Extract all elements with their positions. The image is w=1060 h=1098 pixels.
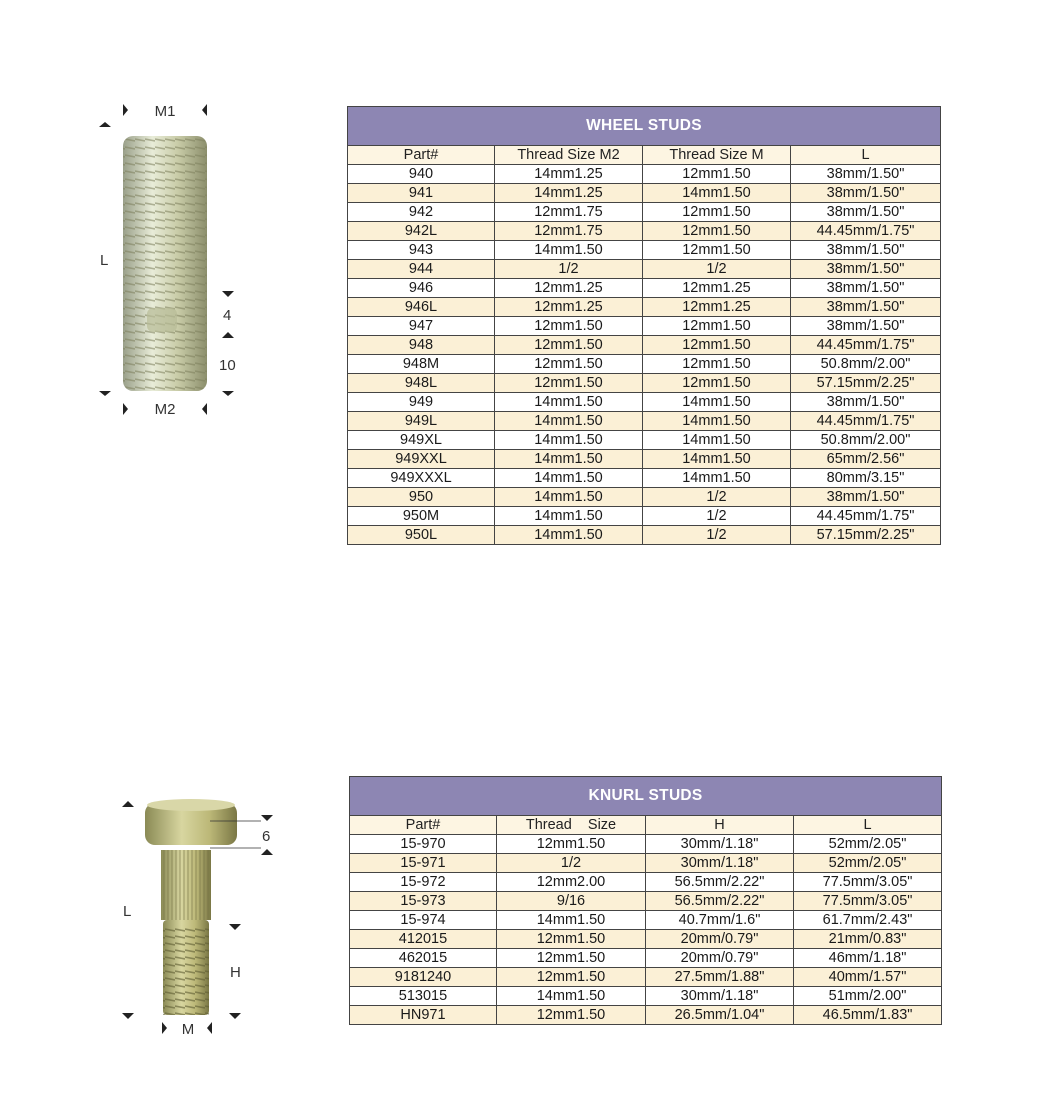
table-title: WHEEL STUDS — [348, 107, 941, 146]
table-row — [348, 184, 941, 203]
table-cell: 950 — [348, 488, 495, 507]
table-cell: 14mm1.50 — [495, 431, 643, 450]
table-cell: 9181240 — [350, 968, 497, 987]
table-cell: 12mm1.50 — [497, 949, 646, 968]
table-cell: 14mm1.50 — [497, 911, 646, 930]
table-cell: 65mm/2.56" — [791, 450, 941, 469]
table-cell: 27.5mm/1.88" — [646, 968, 794, 987]
table-cell: 80mm/3.15" — [791, 469, 941, 488]
table-row — [348, 412, 941, 431]
table-cell: 12mm1.25 — [495, 279, 643, 298]
table-row — [350, 987, 942, 1006]
table-cell: 14mm1.50 — [643, 393, 791, 412]
label-m2: M2 — [154, 401, 176, 418]
table-cell: 942 — [348, 203, 495, 222]
table-cell: 52mm/2.05" — [794, 854, 942, 873]
table-cell: 12mm1.25 — [495, 298, 643, 317]
table-cell: 1/2 — [643, 526, 791, 545]
wheel-stud-figure — [95, 98, 245, 428]
table-cell: 50.8mm/2.00" — [791, 355, 941, 374]
table-cell: 52mm/2.05" — [794, 835, 942, 854]
table-cell: 38mm/1.50" — [791, 393, 941, 412]
table-row — [348, 526, 941, 545]
table-cell: 1/2 — [643, 260, 791, 279]
column-header: Part# — [348, 146, 495, 165]
stud-body — [145, 799, 237, 1015]
table-cell: 15-971 — [350, 854, 497, 873]
table-row — [348, 241, 941, 260]
table-cell: 12mm1.50 — [497, 1006, 646, 1025]
wheel-studs-table — [347, 106, 941, 545]
label-diameter: M — [181, 1021, 195, 1038]
table-cell: 38mm/1.50" — [791, 298, 941, 317]
table-cell: 12mm1.50 — [497, 930, 646, 949]
table-cell: 14mm1.50 — [643, 431, 791, 450]
table-cell: 949 — [348, 393, 495, 412]
table-cell: 46mm/1.18" — [794, 949, 942, 968]
table-row — [350, 873, 942, 892]
column-header: L — [794, 816, 942, 835]
table-cell: 948 — [348, 336, 495, 355]
table-cell: 14mm1.50 — [643, 184, 791, 203]
table-cell: 44.45mm/1.75" — [791, 507, 941, 526]
table-cell: 30mm/1.18" — [646, 854, 794, 873]
table-cell: 15-970 — [350, 835, 497, 854]
table-row — [348, 222, 941, 241]
table-cell: 38mm/1.50" — [791, 317, 941, 336]
table-cell: 12mm1.50 — [643, 241, 791, 260]
table-title: KNURL STUDS — [350, 777, 942, 816]
header-row — [348, 146, 941, 165]
table-row — [348, 165, 941, 184]
table-cell: 14mm1.50 — [495, 488, 643, 507]
table-cell: 12mm1.50 — [495, 355, 643, 374]
table-cell: 412015 — [350, 930, 497, 949]
table-cell: 14mm1.50 — [495, 412, 643, 431]
table-cell: 12mm1.25 — [643, 298, 791, 317]
table-cell: 40.7mm/1.6" — [646, 911, 794, 930]
knurl-stud-figure — [115, 795, 285, 1040]
table-cell: 12mm1.50 — [643, 336, 791, 355]
table-cell: 12mm1.50 — [495, 336, 643, 355]
table-cell: 14mm1.25 — [495, 184, 643, 203]
table-row — [348, 393, 941, 412]
table-cell: 14mm1.50 — [643, 450, 791, 469]
stud-body — [123, 136, 207, 391]
table-cell: 40mm/1.57" — [794, 968, 942, 987]
table-cell: 12mm1.50 — [643, 222, 791, 241]
table-cell: 14mm1.50 — [495, 469, 643, 488]
table-cell: 12mm1.50 — [495, 374, 643, 393]
table-cell: 946L — [348, 298, 495, 317]
table-cell: 12mm1.50 — [497, 968, 646, 987]
column-header: Part# — [350, 816, 497, 835]
table-cell: 12mm1.50 — [497, 835, 646, 854]
table-cell: 12mm1.50 — [495, 317, 643, 336]
table-cell: 948L — [348, 374, 495, 393]
table-cell: 21mm/0.83" — [794, 930, 942, 949]
label-dim-4: 4 — [223, 307, 232, 324]
table-cell: 943 — [348, 241, 495, 260]
table-cell: 14mm1.25 — [495, 165, 643, 184]
table-cell: 9/16 — [497, 892, 646, 911]
table-cell: 15-972 — [350, 873, 497, 892]
table-cell: 14mm1.50 — [495, 241, 643, 260]
table-cell: 12mm1.25 — [643, 279, 791, 298]
table-row — [348, 260, 941, 279]
table-cell: 949XL — [348, 431, 495, 450]
table-row — [348, 374, 941, 393]
table-cell: 12mm1.50 — [643, 317, 791, 336]
table-cell: 1/2 — [497, 854, 646, 873]
table-cell: 12mm1.50 — [643, 203, 791, 222]
table-cell: 1/2 — [643, 507, 791, 526]
table-row — [348, 317, 941, 336]
table-cell: 15-974 — [350, 911, 497, 930]
table-row — [350, 949, 942, 968]
table-cell: 1/2 — [495, 260, 643, 279]
table-cell: 949XXL — [348, 450, 495, 469]
table-cell: 12mm1.75 — [495, 203, 643, 222]
table-cell: 942L — [348, 222, 495, 241]
table-row — [350, 854, 942, 873]
table-cell: 26.5mm/1.04" — [646, 1006, 794, 1025]
table-row — [348, 355, 941, 374]
label-dim-10: 10 — [219, 357, 236, 374]
table-row — [350, 930, 942, 949]
table-row — [348, 488, 941, 507]
table-cell: 15-973 — [350, 892, 497, 911]
column-header: Thread Size — [497, 816, 646, 835]
table-cell: 51mm/2.00" — [794, 987, 942, 1006]
table-cell: 14mm1.50 — [495, 450, 643, 469]
table-row — [350, 892, 942, 911]
table-cell: 14mm1.50 — [495, 393, 643, 412]
table-cell: 944 — [348, 260, 495, 279]
table-cell: 20mm/0.79" — [646, 930, 794, 949]
table-row — [348, 431, 941, 450]
table-row — [348, 203, 941, 222]
label-thread: H — [230, 964, 241, 981]
knurl-studs-table — [349, 776, 942, 1025]
table-cell: 12mm1.75 — [495, 222, 643, 241]
table-cell: 44.45mm/1.75" — [791, 336, 941, 355]
table-cell: 44.45mm/1.75" — [791, 222, 941, 241]
table-cell: 14mm1.50 — [495, 507, 643, 526]
table-cell: 50.8mm/2.00" — [791, 431, 941, 450]
table-cell: 77.5mm/3.05" — [794, 873, 942, 892]
table-row — [350, 835, 942, 854]
table-row — [350, 911, 942, 930]
table-cell: 14mm1.50 — [643, 469, 791, 488]
table-cell: 12mm1.50 — [643, 355, 791, 374]
column-header: H — [646, 816, 794, 835]
table-cell: 56.5mm/2.22" — [646, 892, 794, 911]
table-cell: 30mm/1.18" — [646, 987, 794, 1006]
table-row — [348, 336, 941, 355]
table-cell: 38mm/1.50" — [791, 279, 941, 298]
table-row — [348, 450, 941, 469]
table-cell: 948M — [348, 355, 495, 374]
table-cell: 12mm2.00 — [497, 873, 646, 892]
label-length: L — [100, 252, 109, 269]
table-row — [348, 279, 941, 298]
table-cell: 38mm/1.50" — [791, 488, 941, 507]
table-cell: 77.5mm/3.05" — [794, 892, 942, 911]
table-cell: 513015 — [350, 987, 497, 1006]
table-cell: 38mm/1.50" — [791, 203, 941, 222]
label-head: 6 — [262, 828, 271, 845]
table-row — [348, 298, 941, 317]
column-header: Thread Size M2 — [495, 146, 643, 165]
table-cell: 38mm/1.50" — [791, 184, 941, 203]
table-cell: 14mm1.50 — [497, 987, 646, 1006]
table-cell: 14mm1.50 — [643, 412, 791, 431]
table-cell: 949XXXL — [348, 469, 495, 488]
table-cell: 946 — [348, 279, 495, 298]
table-cell: 462015 — [350, 949, 497, 968]
table-cell: 38mm/1.50" — [791, 260, 941, 279]
table-cell: 947 — [348, 317, 495, 336]
table-cell: 1/2 — [643, 488, 791, 507]
table-cell: 46.5mm/1.83" — [794, 1006, 942, 1025]
table-cell: 38mm/1.50" — [791, 241, 941, 260]
table-cell: 12mm1.50 — [643, 374, 791, 393]
label-length: L — [123, 903, 132, 920]
table-cell: 949L — [348, 412, 495, 431]
table-cell: HN971 — [350, 1006, 497, 1025]
column-header: Thread Size M — [643, 146, 791, 165]
table-cell: 57.15mm/2.25" — [791, 374, 941, 393]
table-cell: 56.5mm/2.22" — [646, 873, 794, 892]
table-row — [350, 1006, 942, 1025]
table-cell: 940 — [348, 165, 495, 184]
table-cell: 950L — [348, 526, 495, 545]
table-cell: 44.45mm/1.75" — [791, 412, 941, 431]
table-cell: 57.15mm/2.25" — [791, 526, 941, 545]
table-cell: 61.7mm/2.43" — [794, 911, 942, 930]
header-row — [350, 816, 942, 835]
column-header: L — [791, 146, 941, 165]
table-cell: 38mm/1.50" — [791, 165, 941, 184]
table-cell: 950M — [348, 507, 495, 526]
table-cell: 941 — [348, 184, 495, 203]
label-m1: M1 — [154, 103, 176, 120]
table-row — [350, 968, 942, 987]
table-row — [348, 469, 941, 488]
table-cell: 30mm/1.18" — [646, 835, 794, 854]
table-row — [348, 507, 941, 526]
table-cell: 14mm1.50 — [495, 526, 643, 545]
table-cell: 12mm1.50 — [643, 165, 791, 184]
table-cell: 20mm/0.79" — [646, 949, 794, 968]
